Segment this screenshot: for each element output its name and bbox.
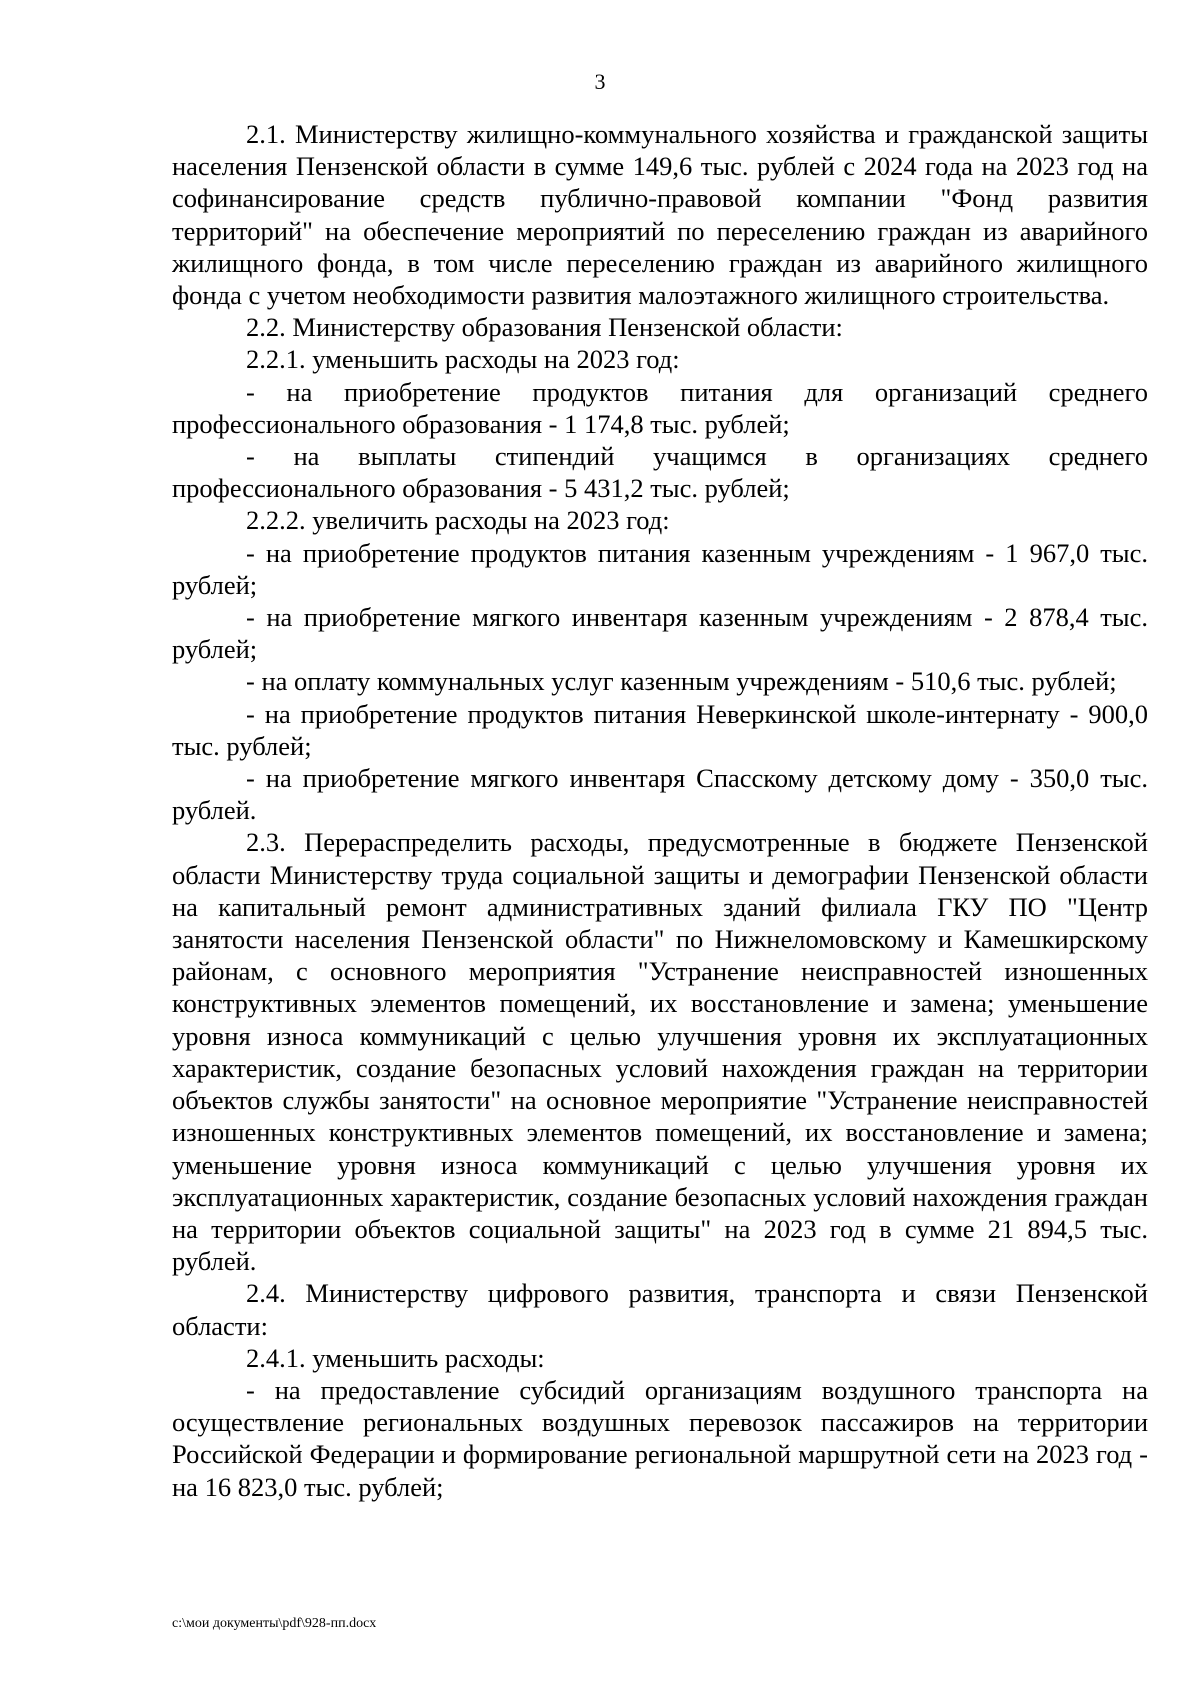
list-item: - на оплату коммунальных услуг казенным учреждениям - 510,6 тыс. рублей;: [246, 666, 1117, 697]
list-item: - на приобретение мягкого инвентаря казенным учреждениям - 2 878,4 тыс. рублей;: [172, 602, 1148, 665]
list-item: - на приобретение продуктов питания казенным учреждениям - 1 967,0 тыс. рублей;: [172, 537, 1148, 600]
paragraph-2-2-1: 2.2.1. уменьшить расходы на 2023 год:: [246, 344, 680, 375]
document-body: [172, 118, 1148, 1503]
paragraph-2-3: 2.3. Перераспределить расходы, предусмотренные в бюджете Пензенской области Министерству труда социальной защиты и демографии Пензенской области на капитальный ремонт административных зданий филиала ГКУ ПО "Центр занятости населения Пензенской области" по Нижнеломовскому и Камешкирскому районам, с основного мероприятия "Устранение неисправностей изношенных конструктивных элементов помещений, их восстановление и замена; уменьшение уровня износа коммуникаций с целью улучшения уровня их эксплуатационных характеристик, создание безопасных условий нахождения граждан на территории объектов службы занятости" на основное мероприятие "Устранение неисправностей изношенных конструктивных элементов помещений, их восстановление и замена; уменьшение уровня износа коммуникаций с целью улучшения уровня их эксплуатационных характеристик, создание безопасных условий нахождения граждан на территории объектов социальной защиты" на 2023 год в сумме 21 894,5 тыс. рублей.: [172, 827, 1148, 1277]
paragraph-2-4-1: 2.4.1. уменьшить расходы:: [246, 1342, 545, 1373]
list-item: - на приобретение продуктов питания для организаций среднего профессионального образования - 1 174,8 тыс. рублей;: [172, 376, 1148, 439]
list-item: - на выплаты стипендий учащимся в организациях среднего профессионального образования - 5 431,2 тыс. рублей;: [172, 441, 1148, 504]
file-path-footer: c:\мои документы\pdf\928-пп.docx: [172, 1616, 377, 1631]
list-item: - на приобретение мягкого инвентаря Спасскому детскому дому - 350,0 тыс. рублей.: [172, 763, 1148, 826]
list-item: - на предоставление субсидий организациям воздушного транспорта на осуществление региональных воздушных перевозок пассажиров на территории Российской Федерации и формирование региональной маршрутной сети на 2023 год - на 16 823,0 тыс. рублей;: [172, 1374, 1148, 1502]
page-number: 3: [594, 69, 606, 94]
paragraph-2-1: 2.1. Министерству жилищно-коммунального хозяйства и гражданской защиты населения Пензенской области в сумме 149,6 тыс. рублей с 2024 года на 2023 год на софинансирование средств публично-правовой компании "Фонд развития территорий" на обеспечение мероприятий по переселению граждан из аварийного жилищного фонда, в том числе переселению граждан из аварийного жилищного фонда с учетом необходимости развития малоэтажного жилищного строительства.: [172, 119, 1148, 311]
paragraph-2-2-2: 2.2.2. увеличить расходы на 2023 год:: [246, 505, 670, 536]
list-item: - на приобретение продуктов питания Неверкинской школе-интернату - 900,0 тыс. рублей;: [172, 698, 1148, 761]
paragraph-2-4: 2.4. Министерству цифрового развития, транспорта и связи Пензенской области:: [172, 1278, 1148, 1341]
paragraph-2-2: 2.2. Министерству образования Пензенской области:: [246, 312, 843, 343]
